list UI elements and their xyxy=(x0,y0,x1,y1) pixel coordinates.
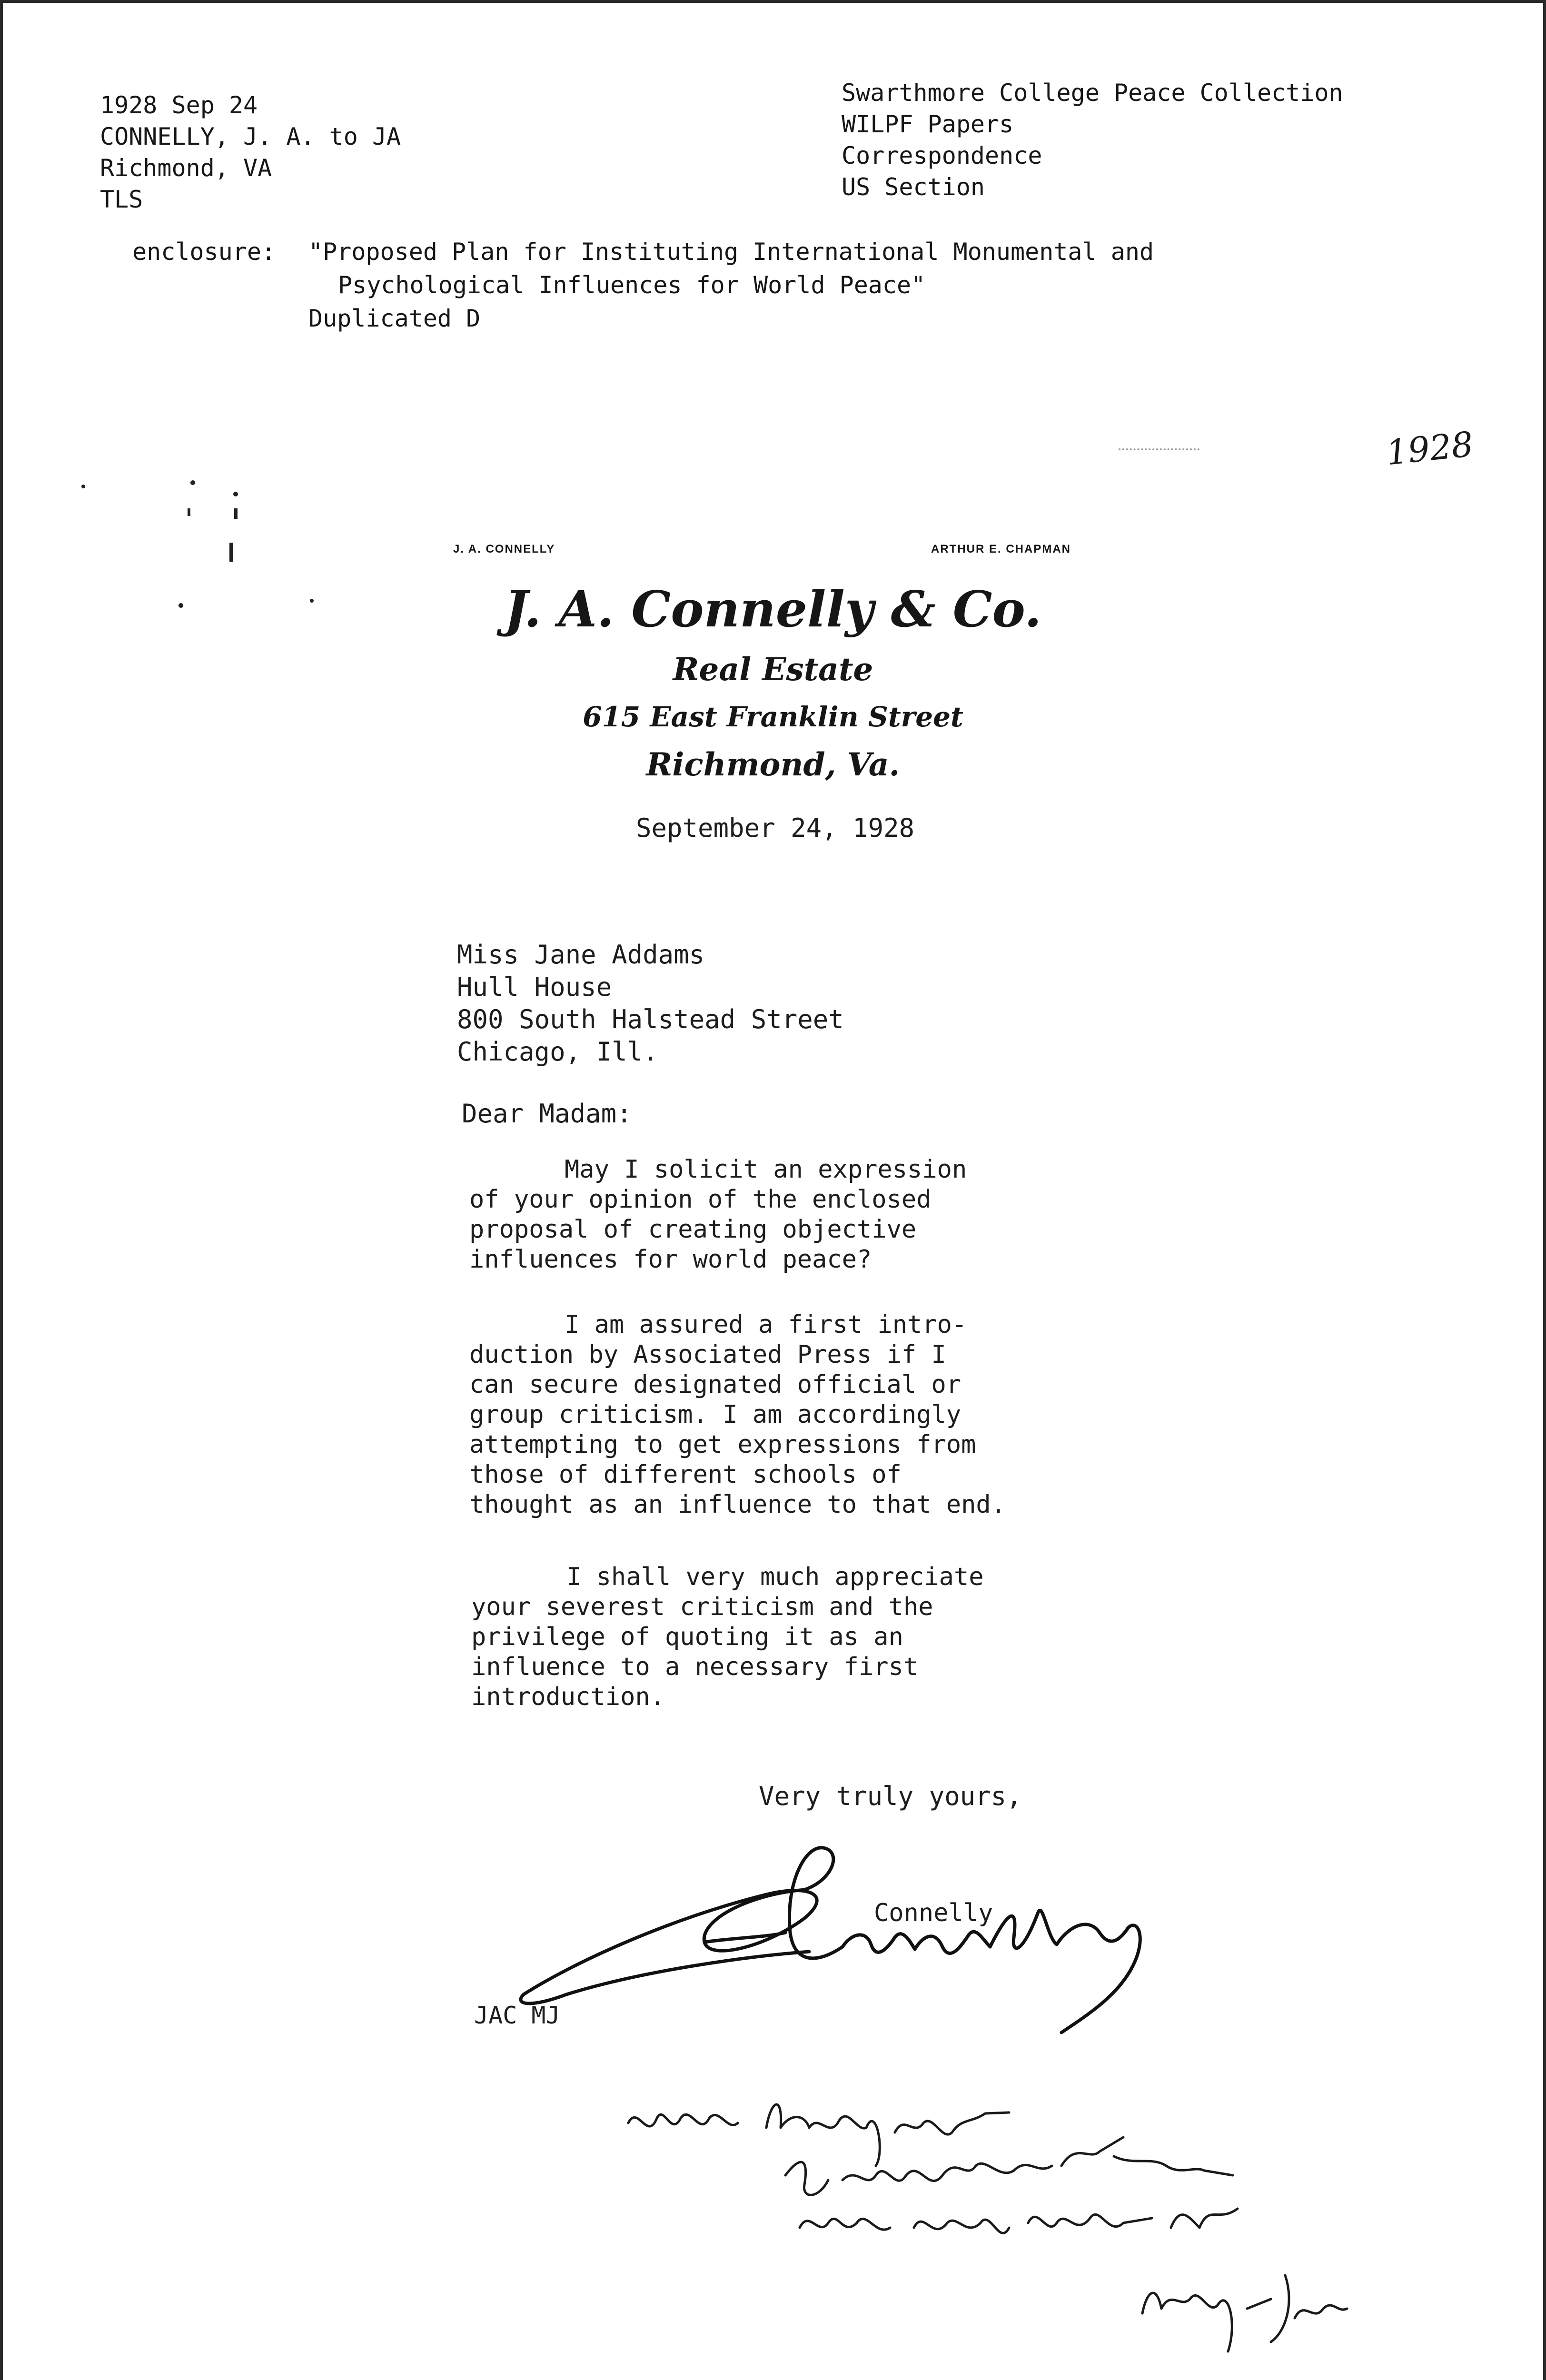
archive-date: 1928 Sep 24 xyxy=(100,91,258,119)
margin-dots xyxy=(1119,448,1199,450)
paragraph-2-line: attempting to get expressions from xyxy=(469,1430,976,1459)
letter-date: September 24, 1928 xyxy=(636,813,915,843)
enclosure-title xyxy=(308,235,1154,335)
archive-correspondents: CONNELLY, J. A. to JA xyxy=(100,123,401,150)
paragraph-2-line: those of different schools of xyxy=(469,1460,902,1489)
archive-type: TLS xyxy=(100,186,143,213)
archive-series: Correspondence xyxy=(842,142,1042,169)
paragraph-3-line: I shall very much appreciate xyxy=(566,1563,984,1591)
recipient-name: Miss Jane Addams xyxy=(457,940,705,970)
margin-annotation: 1928 xyxy=(1384,424,1476,473)
enclosure-title-line-2: Psychological Influences for World Peace" xyxy=(338,271,926,299)
left-edge xyxy=(0,0,3,2380)
paragraph-3 xyxy=(471,1562,984,1712)
letterhead-business: Real Estate xyxy=(673,651,873,688)
archive-place: Richmond, VA xyxy=(100,154,272,182)
paragraph-3-line: privilege of quoting it as an xyxy=(471,1623,903,1651)
right-edge xyxy=(1543,0,1546,2380)
salutation: Dear Madam: xyxy=(462,1099,632,1129)
letterhead-company: J. A. Connelly & Co. xyxy=(504,580,1042,638)
recipient-address xyxy=(457,939,844,1068)
paragraph-1 xyxy=(469,1155,967,1275)
archive-section: US Section xyxy=(842,173,985,201)
margin-specks xyxy=(71,471,338,633)
enclosure-note: Duplicated D xyxy=(308,305,481,332)
paragraph-2-line: I am assured a first intro- xyxy=(565,1310,967,1339)
letterhead-partner-right: ARTHUR E. CHAPMAN xyxy=(931,543,1071,555)
enclosure-title-line-1: "Proposed Plan for Instituting International Monumental and xyxy=(308,238,1154,266)
typed-signature-name: Connelly xyxy=(874,1899,993,1927)
paragraph-3-line: introduction. xyxy=(471,1683,665,1711)
letterhead-partner-left: J. A. CONNELLY xyxy=(453,543,555,555)
paragraph-2 xyxy=(469,1310,1006,1520)
typist-initials: JAC MJ xyxy=(474,2002,560,2029)
archive-header-left xyxy=(100,89,401,215)
letterhead-street: 615 East Franklin Street xyxy=(583,701,963,733)
paragraph-1-line: of your opinion of the enclosed xyxy=(469,1185,932,1214)
enclosure-label: enclosure: xyxy=(132,238,276,266)
recipient-city: Chicago, Ill. xyxy=(457,1037,658,1067)
paragraph-1-line: proposal of creating objective xyxy=(469,1215,917,1244)
archive-papers: WILPF Papers xyxy=(842,110,1014,138)
paragraph-2-line: duction by Associated Press if I xyxy=(469,1340,946,1369)
paragraph-2-line: group criticism. I am accordingly xyxy=(469,1400,961,1429)
paragraph-2-line: thought as an influence to that end. xyxy=(469,1490,1006,1519)
handwritten-note xyxy=(619,2085,1476,2380)
paragraph-2-line: can secure designated official or xyxy=(469,1370,961,1399)
recipient-street: 800 South Halstead Street xyxy=(457,1004,844,1034)
paragraph-3-line: your severest criticism and the xyxy=(471,1593,933,1621)
paragraph-1-line: influences for world peace? xyxy=(469,1245,872,1274)
signature xyxy=(500,1842,1166,2052)
paragraph-1-line: May I solicit an expression xyxy=(565,1155,967,1184)
recipient-org: Hull House xyxy=(457,972,612,1002)
archive-header-right xyxy=(842,77,1343,203)
top-edge xyxy=(0,0,1546,3)
paragraph-3-line: influence to a necessary first xyxy=(471,1653,919,1681)
archive-collection: Swarthmore College Peace Collection xyxy=(842,79,1343,107)
closing: Very truly yours, xyxy=(759,1781,1022,1811)
letterhead-city: Richmond, Va. xyxy=(646,746,900,783)
